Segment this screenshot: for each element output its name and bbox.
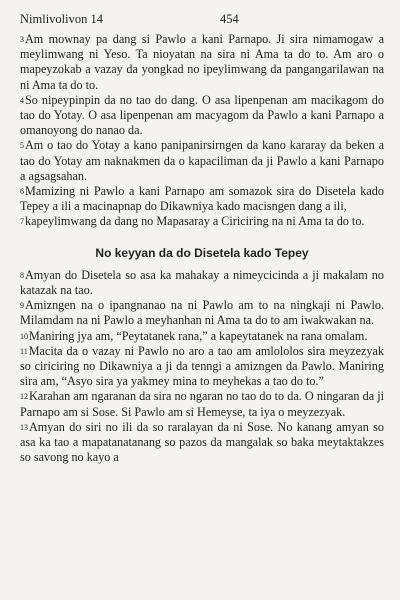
verse-number: 10 bbox=[20, 331, 28, 341]
verse-text: kapeylimwang da dang no Mapasaray a Ciriciring na ni Ama ta do to. bbox=[25, 214, 365, 229]
page-header bbox=[20, 12, 384, 32]
verse-block-a bbox=[20, 32, 384, 230]
verse-number: 11 bbox=[20, 346, 28, 356]
verse bbox=[20, 389, 384, 419]
verse bbox=[20, 184, 384, 214]
verse-number: 7 bbox=[20, 217, 24, 227]
verse-number: 6 bbox=[20, 187, 24, 197]
verse-number: 5 bbox=[20, 141, 24, 151]
verse-text: Amyan do siri no ili da so raralayan da ni Sose. No kanang amyan so asa ka tao a mapatanatanang so pazos da mangalak so baka meytaktakzes so savong no kayo a bbox=[20, 419, 384, 465]
verse-text: Maniring jya am, “Peytatanek rana,” a kapeytatanek na rana omalam. bbox=[29, 328, 368, 343]
section-heading: No keyyan da do Disetela kado Tepey bbox=[95, 245, 309, 260]
page-body bbox=[20, 32, 384, 465]
book-chapter-label: Nimlivolivon 14 bbox=[20, 12, 103, 26]
verse-text: Mamizing ni Pawlo a kani Parnapo am somazok sira do Disetela kado Tepey a ili a macinapnap do Dikawniya kado macisngen dang a ili, bbox=[20, 184, 384, 214]
verse bbox=[20, 268, 384, 298]
verse-number: 4 bbox=[20, 95, 24, 105]
verse bbox=[20, 298, 384, 328]
verse-text: Am mownay pa dang si Pawlo a kani Parnapo. Ji sira nimamogaw a meylimwang ni Yeso. Ta nioyatan na sira ni Ama ta do to. Am aro o mapeyzokab a vazay da yongkad no ipeylimwang da pangangarilawan na ni Ama ta do to. bbox=[20, 32, 384, 92]
verse-number: 9 bbox=[20, 301, 24, 311]
verse-number: 8 bbox=[20, 270, 24, 280]
verse bbox=[20, 32, 384, 93]
verse bbox=[20, 344, 384, 390]
verse bbox=[20, 93, 384, 139]
verse-number: 13 bbox=[20, 422, 28, 432]
verse-block-b bbox=[20, 268, 384, 466]
verse bbox=[20, 214, 384, 229]
verse-number: 3 bbox=[20, 35, 24, 44]
verse bbox=[20, 420, 384, 466]
verse-text: Amizngen na o ipangnanao na ni Pawlo am to na ningkaji ni Pawlo. Milamdam na ni Pawlo a meyhanhan ni Ama ta do to am iwakwakan na. bbox=[20, 298, 384, 328]
verse bbox=[20, 329, 384, 344]
verse-text: So nipeypinpin da no tao do dang. O asa lipenpenan am macikagom do tao do Yotay. O asa lipenpenan am macyagom da Pawlo a kani Parnapo a omanoyong do nanao da. bbox=[20, 92, 384, 138]
verse-text: Amyan do Disetela so asa ka mahakay a nimeycicinda a ji makalam no katazak na tao. bbox=[20, 267, 384, 298]
page-number: 454 bbox=[220, 12, 239, 26]
verse-text: Karahan am ngaranan da sira no ngaran no tao do to da. O ningaran da ji Parnapo am si Sose. Si Pawlo am si Hemeyse, ta iya o meyzezyak. bbox=[20, 389, 384, 419]
verse-text: Macita da o vazay ni Pawlo no aro a tao am amlololos sira meyzezyak so ciriciring no Dikawniya a ji da tenngi a amizngen da Pawlo. Maniring sira am, “Asyo sira ya yakmey mina to meyhekas a tao do to.” bbox=[20, 343, 384, 389]
verse-text: Am o tao do Yotay a kano panipanirsirngen da kano kararay da beken a tao do Yotay am naknakmen da o kapaciliman da ji Pawlo a kani Parnapo a agsagsahan. bbox=[20, 138, 384, 183]
verse-number: 12 bbox=[20, 392, 28, 402]
verse bbox=[20, 138, 384, 184]
